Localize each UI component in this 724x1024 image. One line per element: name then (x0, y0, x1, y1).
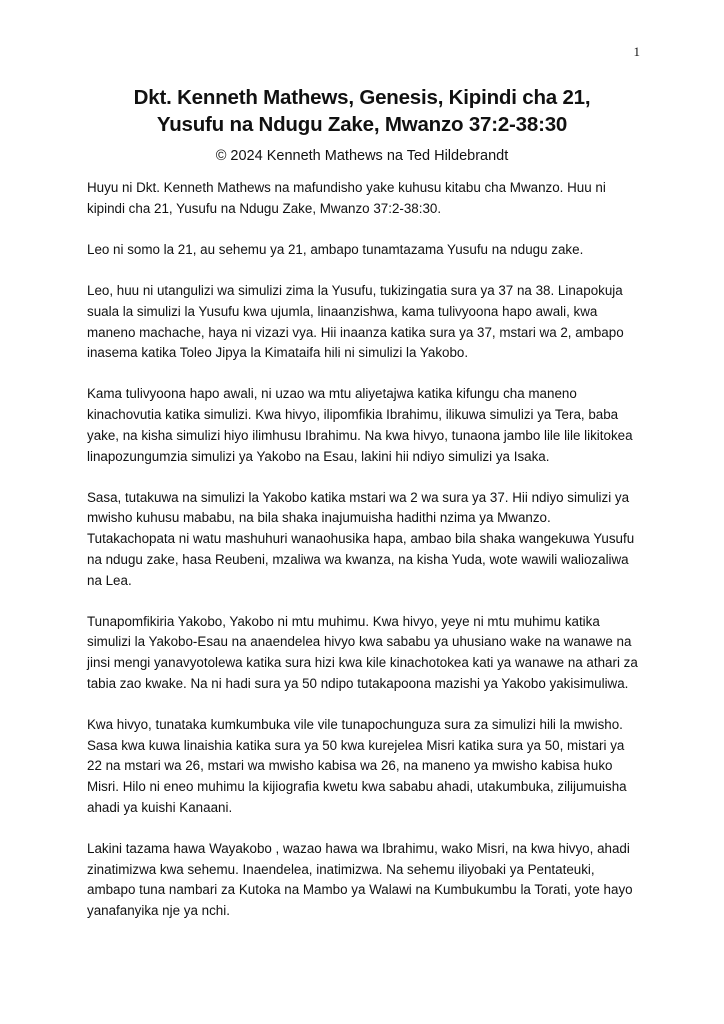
paragraph: Leo, huu ni utangulizi wa simulizi zima la Yusufu, tukizingatia sura ya 37 na 38. Linapokuja suala la simulizi la Yusufu kwa ujumla, linaanzishwa, kama tulivyoona hapo awali, kwa maneno machache, haya ni vizazi vya. Hii inaanza katika sura ya 37, mstari wa 2, ambapo inasema katika Toleo Jipya la Kimataifa hili ni simulizi la Yakobo. (87, 283, 624, 361)
paragraph: Kama tulivyoona hapo awali, ni uzao wa mtu aliyetajwa katika kifungu cha maneno kinachovutia katika simulizi. Kwa hivyo, ilipomfikia Ibrahimu, ilikuwa simulizi ya Tera, baba yake, na kisha simulizi hiyo ilimhusu Ibrahimu. Na kwa hivyo, tunaona jambo lile lile likitokea linapozungumzia simulizi ya Yakobo na Esau, lakini hii ndiyo simulizi ya Isaka. (87, 386, 633, 464)
paragraph: Sasa, tutakuwa na simulizi la Yakobo katika mstari wa 2 wa sura ya 37. Hii ndiyo simulizi ya mwisho kuhusu mababu, na bila shaka inajumuisha hadithi nzima ya Mwanzo. Tutakachopata ni watu mashuhuri wanaohusika hapa, ambao bila shaka wangekuwa Yusufu na ndugu zake, hasa Reubeni, mzaliwa wa kwanza, na kisha Yuda, wote wawili waliozaliwa na Lea. (87, 489, 635, 588)
copyright-line: © 2024 Kenneth Mathews na Ted Hildebrandt (215, 148, 509, 164)
page-title (60, 84, 664, 138)
paragraph: Tunapomfikiria Yakobo, Yakobo ni mtu muhimu. Kwa hivyo, yeye ni mtu muhimu katika simulizi la Yakobo-Esau na anaendelea hivyo kwa sababu ya uhusiano wake na wanawe na jinsi mengi yanavyotolewa katika sura hizi kwa kile kinachotokea kati ya wanawe na athari za tabia zao kwake. Na ni hadi sura ya 50 ndipo tutakapoona mazishi ya Yakobo yakisimuliwa. (87, 613, 638, 691)
paragraph: Kwa hivyo, tunataka kumkumbuka vile vile tunapochunguza sura za simulizi hili la mwisho. Sasa kwa kuwa linaishia katika sura ya 50 kwa kurejelea Misri katika sura ya 50, mistari ya 22 na mstari wa 26, mstari wa mwisho kabisa wa 26, na maneno ya mwisho kabisa huko Misri. Hilo ni eneo muhimu la kijiografia kwetu kwa sababu ahadi, utakumbuka, zilijumuisha ahadi ya kuishi Kanaani. (87, 717, 627, 815)
document-body (87, 178, 642, 942)
title-line-2: Yusufu na Ndugu Zake, Mwanzo 37:2-38:30 (156, 113, 568, 136)
title-line-1: Dkt. Kenneth Mathews, Genesis, Kipindi cha 21, (133, 86, 591, 109)
paragraph: Lakini tazama hawa Wayakobo , wazao hawa wa Ibrahimu, wako Misri, na kwa hivyo, ahadi zinatimizwa kwa sehemu. Inaendelea, inatimizwa. Na sehemu iliyobaki ya Pentateuki, ambapo tuna nambari za Kutoka na Mambo ya Walawi na Kumbukumbu la Torati, yote hayo yanafanyika nje ya nchi. (87, 841, 633, 919)
paragraph: Huyu ni Dkt. Kenneth Mathews na mafundisho yake kuhusu kitabu cha Mwanzo. Huu ni kipindi cha 21, Yusufu na Ndugu Zake, Mwanzo 37:2-38:30. (87, 180, 606, 216)
paragraph: Leo ni somo la 21, au sehemu ya 21, ambapo tunamtazama Yusufu na ndugu zake. (87, 241, 584, 257)
page-number: 1 (633, 44, 640, 59)
